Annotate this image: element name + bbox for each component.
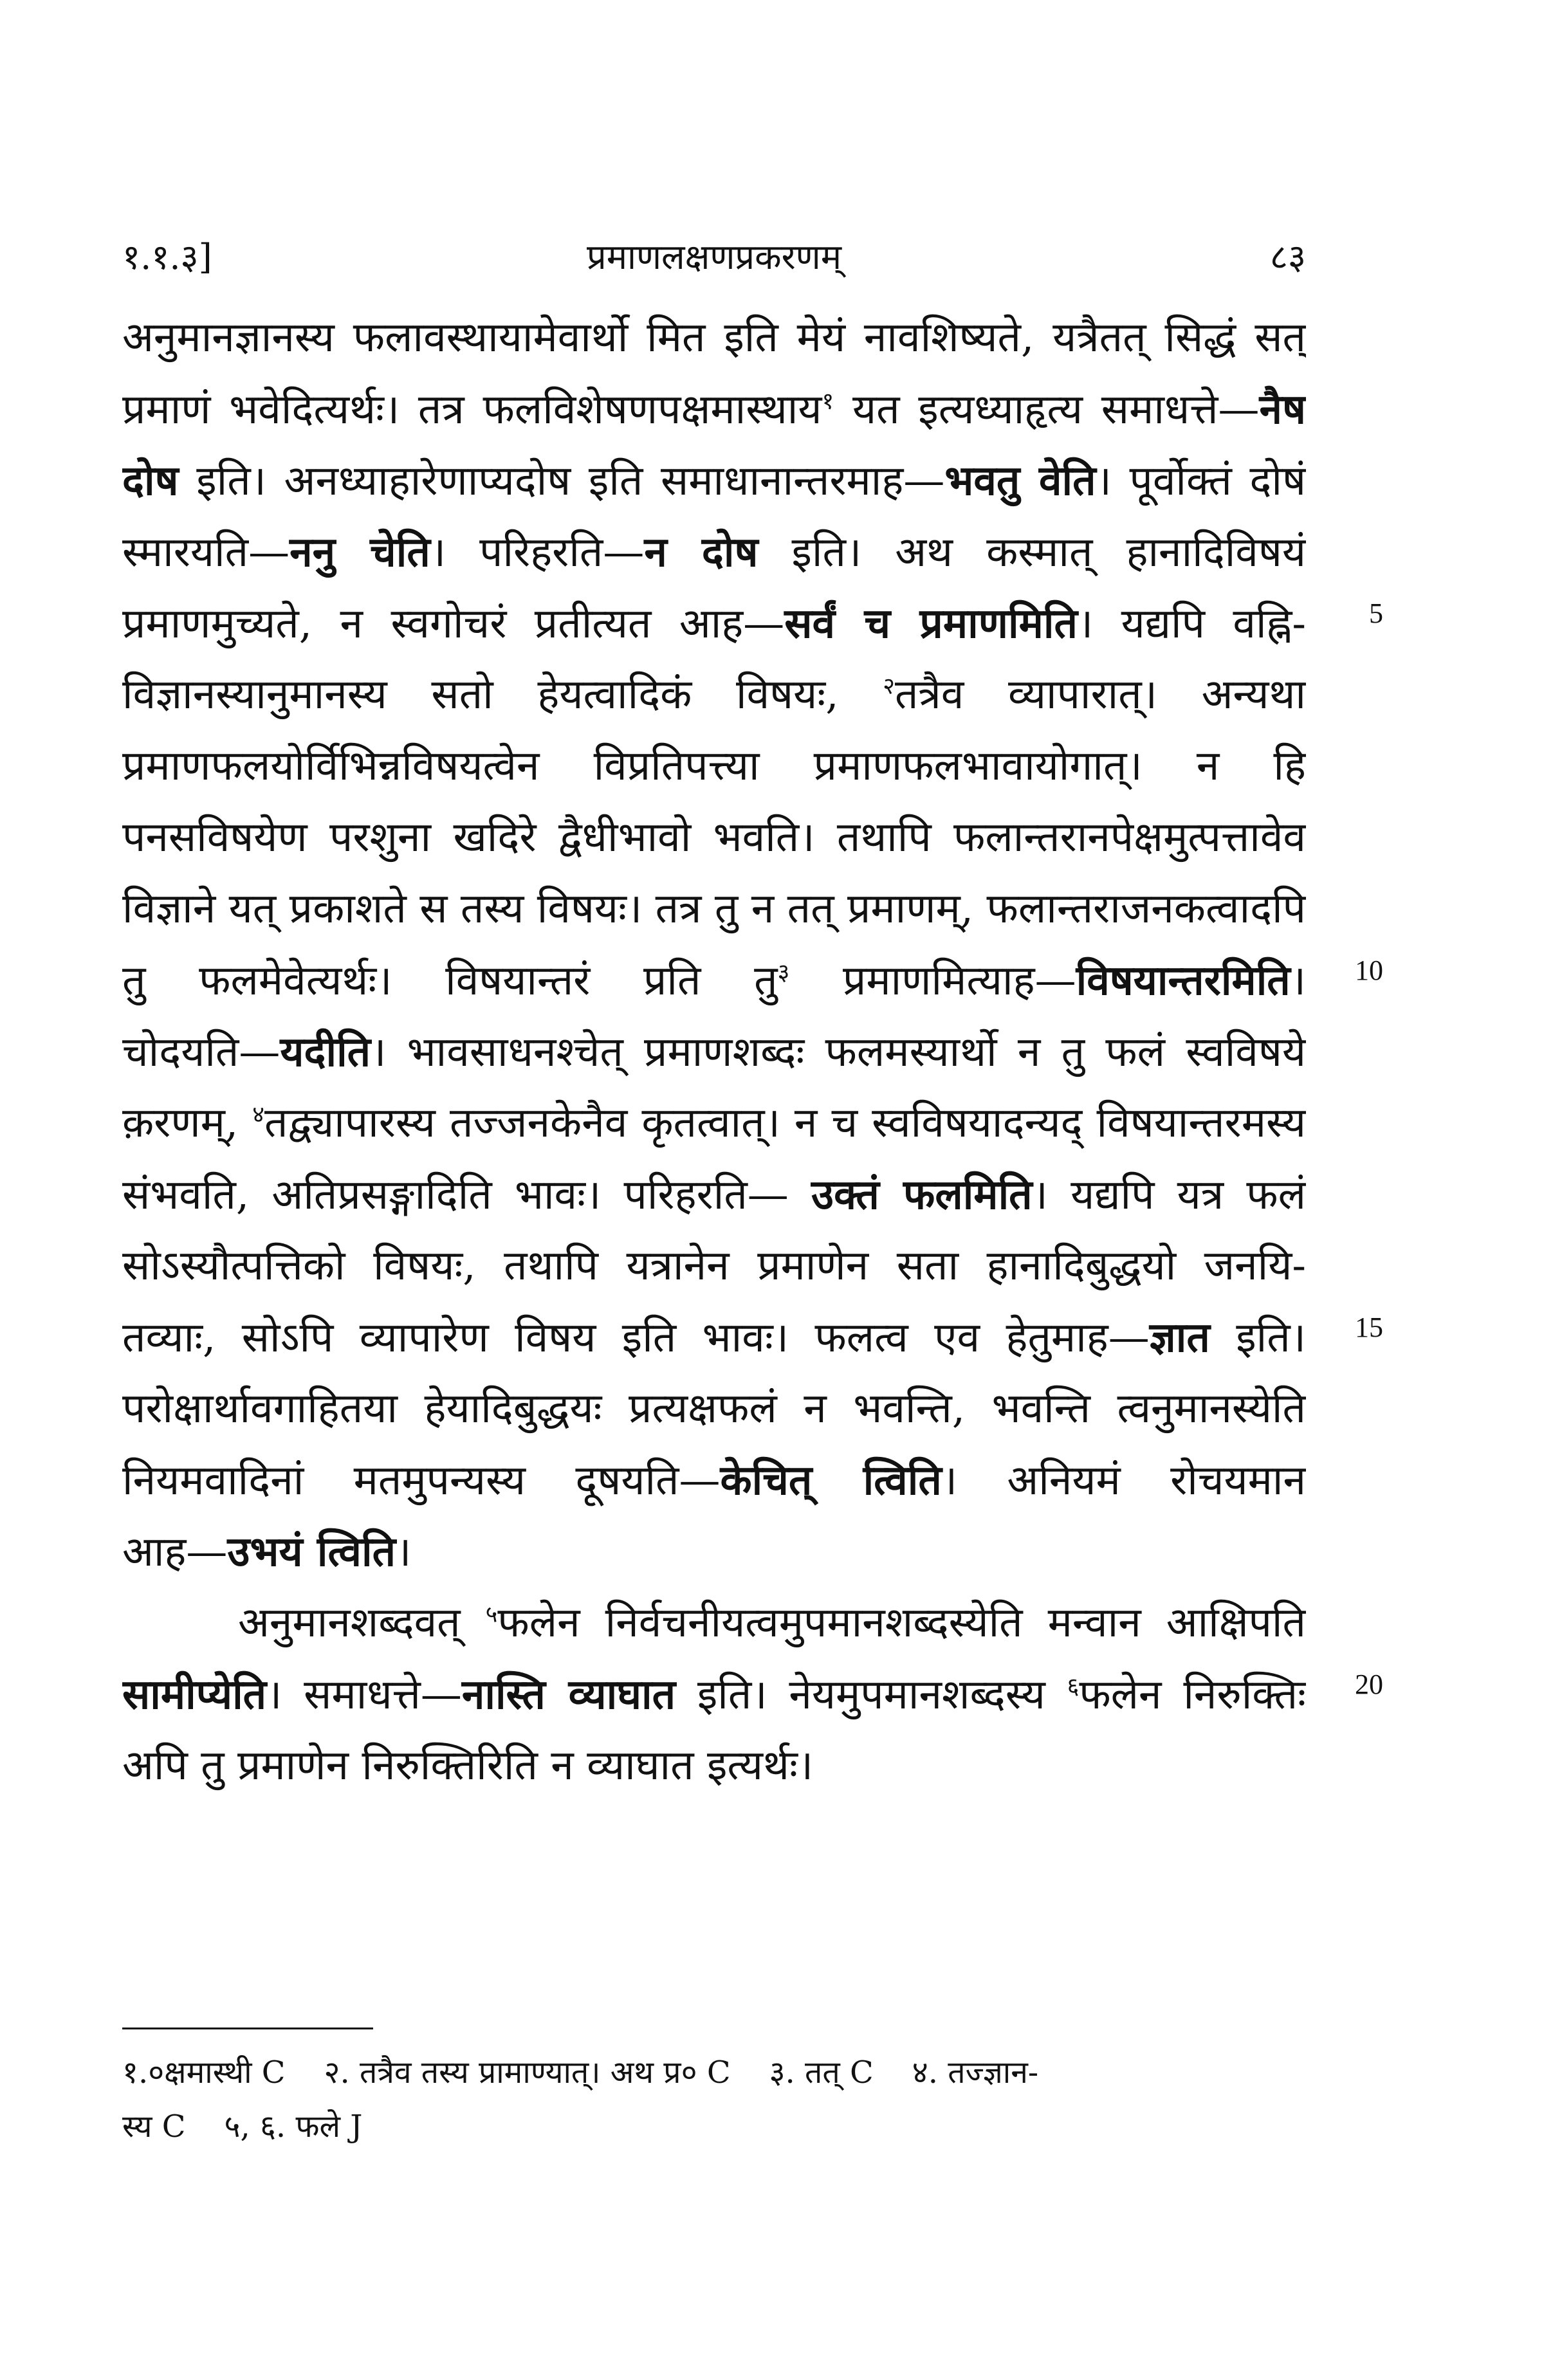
text-span: प्रमाणं भवेदित्यर्थः। तत्र फलविशेषणपक्षमास्थाय	[122, 386, 822, 434]
footnote-rule	[122, 2028, 373, 2029]
bold-term: ननु चेति	[290, 528, 430, 576]
bold-term: केचित् त्विति	[720, 1456, 942, 1505]
main-text	[122, 302, 1306, 1802]
text-span: । भावसाधनश्चेत् प्रमाणशब्दः फलमस्यार्थो न तु फलं स्वविषये	[371, 1029, 1306, 1076]
page-number: ८३	[1269, 237, 1306, 277]
text-span: अनुमानज्ञानस्य फलावस्थायामेवार्थो मित इति मेयं नावशिष्यते, यत्रैतत् सिद्धं सत्	[122, 314, 1306, 362]
text-span: फलेन निरुक्तिः	[1079, 1671, 1306, 1719]
bold-term: नैष	[1259, 385, 1306, 434]
text-line	[122, 1088, 1306, 1159]
text-span: । पूर्वोक्तं दोषं	[1096, 457, 1306, 505]
text-span: तत्रैव व्यापारात्। अन्यथा	[894, 671, 1306, 719]
text-line	[122, 517, 1306, 588]
text-span: इति।	[1209, 1314, 1306, 1362]
text-span: विज्ञाने यत् प्रकाशते स तस्य विषयः। तत्र तु न तत् प्रमाणम्, फलान्तराजनकत्वादपि	[122, 885, 1306, 933]
line-number: 10	[1355, 955, 1383, 986]
text-span: ।	[396, 1528, 412, 1576]
text-span: पनसविषयेण परशुना खदिरे द्वैधीभावो भवति। तथापि फलान्तरानपेक्षमुत्पत्तावेव	[122, 814, 1306, 861]
footnote-line	[122, 2100, 1306, 2154]
text-span: स्मारयति—	[122, 529, 290, 576]
text-span: आह—	[122, 1528, 228, 1576]
footnote-entry: स्य C	[122, 2109, 186, 2145]
text-span: संभवति, अतिप्रसङ्गादिति भावः। परिहरति—	[122, 1171, 811, 1219]
line-number: 5	[1369, 598, 1383, 629]
text-line	[122, 731, 1306, 802]
bold-term: विषयान्तरमिति	[1076, 957, 1291, 1005]
line-number: 15	[1355, 1312, 1383, 1343]
footnote-entry: ४. तज्ज्ञान-	[912, 2055, 1039, 2091]
text-span: । अनियमं रोचयमान	[941, 1457, 1306, 1505]
text-span: । परिहरति—	[430, 529, 645, 576]
footnote-marker: ५	[485, 1601, 498, 1628]
bold-term: सर्वं च प्रमाणमिति	[784, 600, 1078, 648]
text-line	[122, 1302, 1306, 1373]
text-line	[122, 1445, 1306, 1516]
text-span: परोक्षार्थावगाहितया हेयादिबुद्धयः प्रत्यक्षफलं न भवन्ति, भवन्ति त्वनुमानस्येति	[122, 1385, 1306, 1433]
bold-term: भवतु वेति	[944, 457, 1096, 505]
bold-term: ज्ञात	[1149, 1314, 1210, 1362]
text-span: इति। अथ कस्मात् हानादिविषयं	[758, 529, 1306, 576]
bold-term: सामीप्येति	[122, 1671, 267, 1719]
footnote-entry: २. तत्रैव तस्य प्रामाण्यात्। अथ प्र० C	[324, 2055, 731, 2091]
text-span: अनुमानशब्दवत्	[238, 1599, 486, 1647]
text-span: अपि तु प्रमाणेन निरुक्तिरिति न व्याघात इत्यर्थः।	[122, 1742, 814, 1790]
text-span: ।	[1290, 957, 1306, 1005]
footnote-marker: ६	[1067, 1673, 1080, 1700]
footnote-entry: ५, ६. फले J	[224, 2109, 363, 2145]
footnote-entry: १.०क्षमास्थी C	[122, 2055, 286, 2091]
text-line	[122, 445, 1306, 517]
footnote-entry: ३. तत् C	[769, 2055, 874, 2091]
text-span: प्रमाणमित्याह—	[789, 957, 1076, 1005]
text-span: इति। अनध्याहारेणाप्यदोष इति समाधानान्तरमाह—	[178, 457, 945, 505]
running-header	[122, 232, 1306, 283]
bold-term: यदीति	[280, 1028, 371, 1076]
text-span: । समाधत्ते—	[266, 1671, 462, 1719]
text-span: इति। नेयमुपमानशब्दस्य	[676, 1671, 1067, 1719]
page-title: प्रमाणलक्षणप्रकरणम्	[586, 237, 842, 277]
bold-term: न दोष	[644, 528, 758, 576]
text-line	[122, 1659, 1306, 1730]
text-span: । यद्यपि यत्र फलं	[1032, 1171, 1306, 1219]
text-line	[122, 588, 1306, 659]
text-span: तद्व्यापारस्य तज्जनकेनैव कृतत्वात्। न च स्वविषयादन्यद् विषयान्तरमस्य	[264, 1099, 1306, 1147]
text-span: नियमवादिनां मतमुपन्यस्य दूषयति—	[122, 1457, 721, 1505]
text-line	[122, 1588, 1306, 1659]
text-line	[122, 1373, 1306, 1445]
text-span: चोदयति—	[122, 1029, 280, 1076]
footnote-marker: ४	[252, 1101, 264, 1128]
text-span: तु फलमेवेत्यर्थः। विषयान्तरं प्रति तु	[122, 957, 778, 1005]
text-line	[122, 1231, 1306, 1302]
text-span: प्रमाणफलयोर्विभिन्नविषयत्वेन विप्रतिपत्त्या प्रमाणफलभावायोगात्। न हि	[122, 742, 1306, 790]
text-span: । यद्यपि वह्नि-	[1077, 600, 1306, 648]
text-span: तव्याः, सोऽपि व्यापारेण विषय इति भावः। फलत्व एव हेतुमाह—	[122, 1314, 1150, 1362]
bold-term: उक्तं फलमिति	[811, 1171, 1033, 1219]
footnote-marker: ३	[777, 959, 790, 986]
text-span: विज्ञानस्यानुमानस्य सतो हेयत्वादिकं विषयः,	[122, 671, 883, 719]
text-line	[122, 1730, 1306, 1802]
footnote-marker: २	[883, 673, 895, 700]
footnote-line	[122, 2046, 1306, 2100]
text-line	[122, 802, 1306, 874]
text-span: फलेन निर्वचनीयत्वमुपमानशब्दस्येति मन्वान आक्षिपति	[497, 1599, 1306, 1647]
text-span: यत इत्यध्याहृत्य समाधत्ते—	[834, 386, 1260, 434]
text-line	[122, 1016, 1306, 1088]
text-span: क़रणम्,	[122, 1099, 253, 1147]
text-line	[122, 659, 1306, 731]
text-span: सोऽस्यौत्पत्तिको विषयः, तथापि यत्रानेन प्रमाणेन सता हानादिबुद्धयो जनयि-	[122, 1242, 1306, 1290]
text-line	[122, 374, 1306, 445]
text-line	[122, 874, 1306, 945]
section-number: १.१.३]	[122, 237, 212, 277]
bold-term: उभयं त्विति	[227, 1528, 396, 1576]
text-line	[122, 1516, 1306, 1588]
text-line	[122, 302, 1306, 374]
bold-term: नास्ति व्याघात	[461, 1671, 676, 1719]
footnotes	[122, 2046, 1306, 2154]
text-line	[122, 945, 1306, 1016]
bold-term: दोष	[122, 457, 179, 505]
text-line	[122, 1159, 1306, 1231]
text-span: प्रमाणमुच्यते, न स्वगोचरं प्रतीत्यत आह—	[122, 600, 785, 648]
line-number: 20	[1355, 1669, 1383, 1700]
footnote-marker: १	[822, 388, 834, 415]
